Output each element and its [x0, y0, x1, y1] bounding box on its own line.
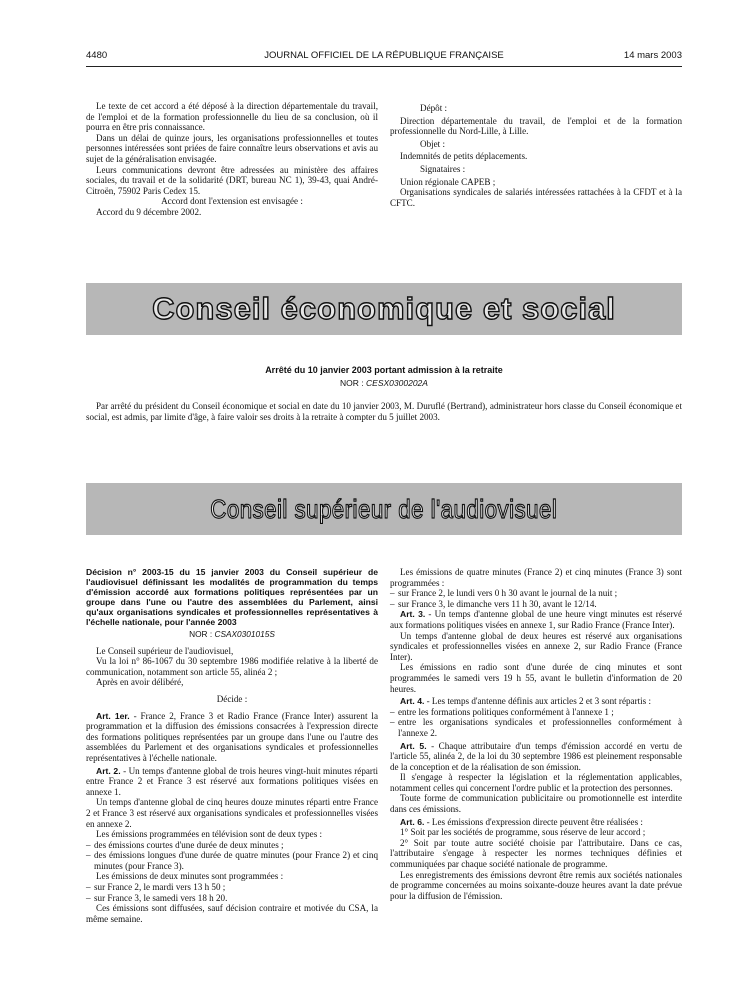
paragraph: Le Conseil supérieur de l'audiovisuel, [96, 645, 234, 656]
objet-label: Objet : [420, 138, 446, 149]
decision-nor [86, 629, 378, 640]
extension-label: Accord dont l'extension est envisagée : [161, 196, 303, 207]
top-right-column [390, 101, 682, 208]
arrete-body: Par arrêté du président du Conseil économique et social en date du 10 janvier 2003, M. Duruflé (Bertrand), administrateur hors classe du Conseil économique et social, est admis, par limite d'âge, à faire valoir ses droits à la retraite à compter du 5 juillet 2003. [86, 401, 682, 422]
article-label: Art. 2. [96, 765, 121, 776]
signataires-value: Union régionale CAPEB ; [400, 176, 496, 187]
depot-value: Direction départementale du travail, de l'emploi et de la formation professionnelle du Nord-Lille, à Lille. [390, 115, 682, 137]
paragraph: Un temps d'antenne global de cinq heures douze minutes réparti entre France 2 et France 3 est réservé aux organisations syndicales et professionnelles visées en annexe 2. [86, 797, 378, 829]
paragraph: 2° Soit par toute autre société choisie par l'attributaire. Dans ce cas, l'attributaire s'engage à respecter les normes techniques définies et communiquées par chaque société nationale de programme. [390, 837, 682, 870]
signataires-value: Organisations syndicales de salariés intéressées rattachées à la CFDT et à la CFTC. [390, 187, 682, 208]
paragraph: 1° Soit par les sociétés de programme, sous réserve de leur accord ; [400, 827, 646, 838]
banner-title: Conseil supérieur de l'audiovisuel [210, 493, 558, 524]
article-label: Art. 1er. [96, 710, 130, 721]
article-6: Art. 6. - Les émissions d'expression directe peuvent être réalisées : [400, 816, 643, 827]
decision-title: Décision n° 2003-15 du 15 janvier 2003 du Conseil supérieur de l'audiovisuel définissant les modalités de programmation du temps d'émission accordé aux formations politiques représentées par un groupe dans l'une ou l'autre des assemblées du Parlement, ainsi qu'aux organisations syndicales et professionnelles représentatives à l'échelle nationale, pour l'année 2003 [86, 567, 378, 627]
paragraph: Ces émissions sont diffusées, sauf décision contraire et motivée du CSA, la même semaine. [86, 903, 378, 924]
nor-code: CSAX0301015S [214, 629, 275, 639]
article-4: Art. 4. - Les temps d'antenne définis aux articles 2 et 3 sont répartis : [400, 696, 652, 707]
nor-label: NOR : [340, 378, 364, 388]
paragraph: Vu la loi n° 86-1067 du 30 septembre 1986 modifiée relative à la liberté de communication, notamment son article 55, alinéa 2 ; [86, 656, 378, 677]
decision-left-column [86, 567, 378, 924]
article-1: Art. 1er. - France 2, France 3 et Radio France (France Inter) assurent la programmation et la diffusion des émissions consacrées à l'expression directe des formations politiques représentées par un groupe dans l'une ou l'autre des assemblées du Parlement et des organisations syndicales et professionnelles représentatives à l'échelle nationale. [86, 710, 378, 763]
nor-label: NOR : [189, 629, 213, 639]
list-item: – sur France 2, le lundi vers 0 h 30 avant le journal de la nuit ; [390, 588, 682, 599]
arrete-nor [86, 378, 682, 388]
paragraph: Toute forme de communication publicitaire ou promotionnelle est interdite dans ces émissions. [390, 793, 682, 815]
paragraph: Les émissions programmées en télévision sont de deux types : [96, 829, 323, 840]
article-label: Art. 4. [400, 696, 425, 707]
section-banner-ces [86, 283, 682, 335]
paragraph: Les enregistrements des émissions devront être remis aux sociétés nationales de programme concernées au moins soixante-douze heures avant la date prévue pour la diffusion de l'émission. [390, 869, 682, 901]
header-rule [86, 66, 682, 67]
decide-heading: Décide : [216, 693, 248, 704]
paragraph: Leurs communications devront être adressées au ministère des affaires sociales, du travail et de la solidarité (DRT, bureau NC 1), 39-43, quai André-Citroën, 75902 Paris Cedex 15. [86, 164, 378, 196]
list-item: – sur France 3, le samedi vers 18 h 20. [86, 893, 378, 904]
issue-date: 14 mars 2003 [623, 50, 682, 61]
paragraph: Il s'engage à respecter la législation et la réglementation applicables, notamment celles qui concernent l'ordre public et la protection des personnes. [390, 772, 682, 793]
list-item: – des émissions longues d'une durée de quatre minutes (pour France 2) et cinq minutes (pour France 3). [86, 850, 378, 871]
list-item: – des émissions courtes d'une durée de deux minutes ; [86, 840, 378, 851]
article-label: Art. 6. [400, 816, 425, 827]
paragraph: Le texte de cet accord a été déposé à la direction départementale du travail, de l'emploi et de la formation professionnelle du lieu de sa conclusion, où il pourra en être pris connaissance. [86, 101, 378, 133]
paragraph: Après en avoir délibéré, [96, 677, 184, 688]
signataires-label: Signataires : [420, 163, 466, 174]
article-5: Art. 5. - Chaque attributaire d'un temps d'émission accordé en vertu de l'article 55, alinéa 2, de la loi du 30 septembre 1986 est pleinement responsable de la conception et de la réalisation de son émission. [390, 740, 682, 772]
paragraph: Les émissions de quatre minutes (France 2) et cinq minutes (France 3) sont programmées : [390, 567, 682, 588]
page-number: 4480 [86, 50, 108, 61]
paragraph: Un temps d'antenne global de deux heures est réservé aux organisations syndicales et professionnelles visées en annexe 2, sur Radio France (France Inter). [390, 630, 682, 662]
paragraph: Les émissions de deux minutes sont programmées : [96, 871, 284, 882]
top-left-column [86, 101, 378, 218]
list-item: – sur France 2, le mardi vers 13 h 50 ; [86, 882, 378, 893]
decision-right-column [390, 567, 682, 901]
nor-code: CESX0300202A [366, 378, 428, 388]
objet-value: Indemnités de petits déplacements. [400, 151, 528, 162]
depot-label: Dépôt : [420, 103, 448, 113]
list-item: – entre les formations politiques conformément à l'annexe 1 ; [390, 707, 682, 718]
article-label: Art. 3. [400, 609, 426, 620]
list-item: – sur France 3, le dimanche vers 11 h 30, avant le 12/14. [390, 599, 682, 610]
paragraph: Les émissions en radio sont d'une durée de cinq minutes et sont programmées le samedi vers 19 h 55, avant le bulletin d'information de 20 heures. [390, 662, 682, 694]
page-header [86, 50, 682, 64]
banner-title: Conseil économique et social [152, 291, 616, 326]
arrete-title: Arrêté du 10 janvier 2003 portant admission à la retraite [265, 365, 503, 375]
article-3: Art. 3. - Un temps d'antenne global de une heure vingt minutes est réservé aux formations politiques visées en annexe 1, sur Radio France (France Inter). [390, 609, 682, 630]
article-2: Art. 2. - Un temps d'antenne global de trois heures vingt-huit minutes réparti entre France 2 et France 3 est réservé aux formations politiques visées en annexe 1. [86, 765, 378, 797]
list-item: – entre les organisations syndicales et professionnelles conformément à l'annexe 2. [390, 717, 682, 738]
section-banner-csa [86, 483, 682, 535]
article-label: Art. 5. [400, 740, 427, 751]
extension-value: Accord du 9 décembre 2002. [96, 206, 202, 217]
paragraph: Dans un délai de quinze jours, les organisations professionnelles et toutes personnes intéressées sont priées de faire connaître leurs observations et avis au sujet de la généralisation envisagée. [86, 132, 378, 164]
journal-title: JOURNAL OFFICIEL DE LA RÉPUBLIQUE FRANÇAISE [264, 50, 504, 61]
